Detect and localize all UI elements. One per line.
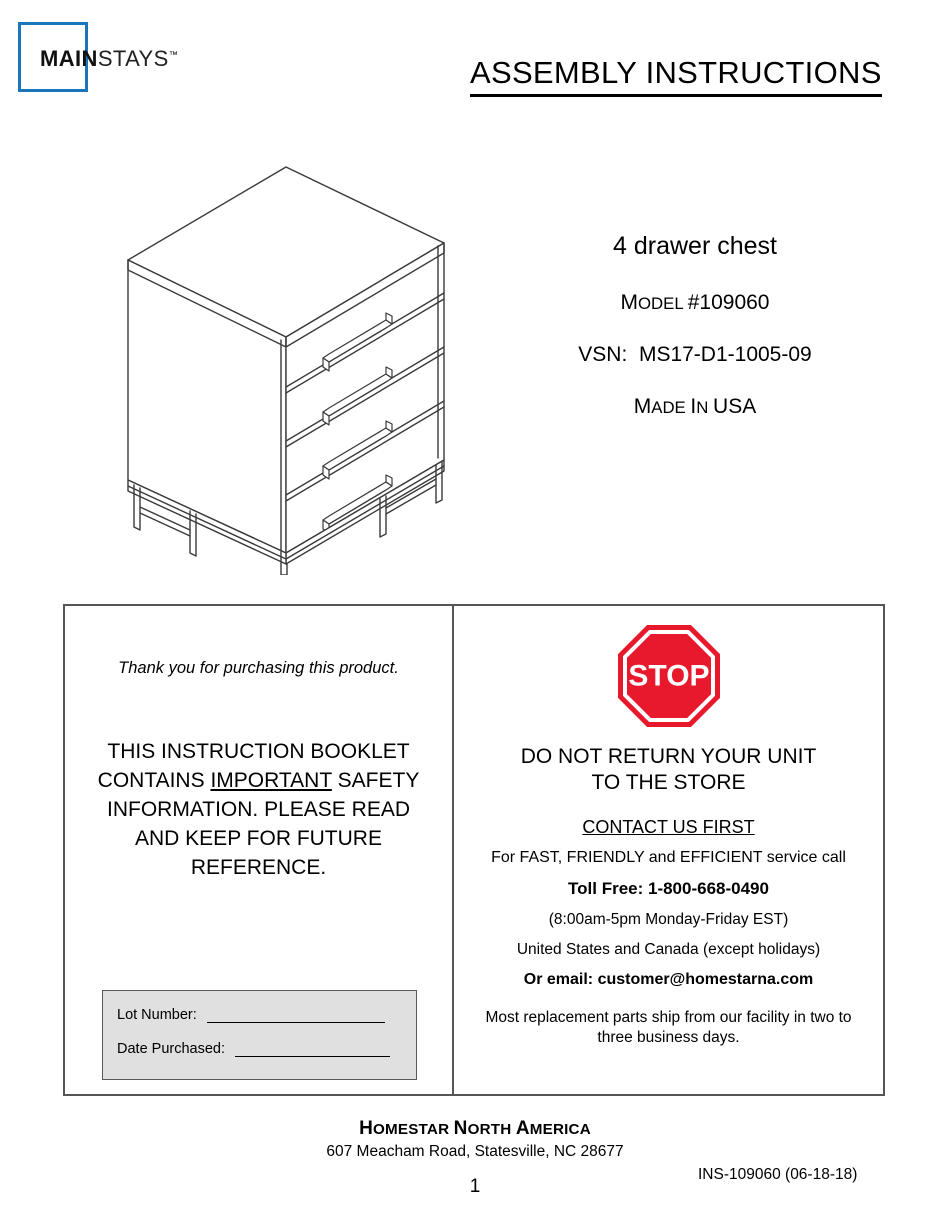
safety-text-part1: THIS INSTRUCTION BOOKLET CONTAINS xyxy=(97,740,410,792)
date-purchased-input[interactable] xyxy=(235,1044,390,1057)
date-purchased-row xyxy=(117,1041,402,1057)
no-return-notice xyxy=(466,744,871,795)
no-return-line-2: TO THE STORE xyxy=(591,770,746,794)
logo-wordmark xyxy=(40,48,178,70)
logo-main-text: MAIN xyxy=(40,46,98,71)
contact-us-first-heading: CONTACT US FIRST xyxy=(582,817,755,838)
page-footer xyxy=(0,1118,950,1161)
support-email[interactable]: Or email: customer@homestarna.com xyxy=(523,971,814,989)
product-name: 4 drawer chest xyxy=(613,232,777,260)
lot-record-box xyxy=(102,990,417,1080)
logo-stays-text: STAYS xyxy=(97,46,169,71)
model-number-line xyxy=(470,291,920,315)
support-hours: (8:00am-5pm Monday-Friday EST) xyxy=(548,911,789,929)
lot-number-row xyxy=(117,1007,402,1023)
company-c6: MERICA xyxy=(529,1121,591,1138)
date-purchased-label: Date Purchased: xyxy=(117,1041,226,1057)
company-c1: H xyxy=(359,1118,374,1139)
lot-number-label: Lot Number: xyxy=(117,1007,197,1023)
svg-text:STOP: STOP xyxy=(627,659,710,693)
model-value: #109060 xyxy=(687,291,770,314)
trademark-icon: ™ xyxy=(168,49,179,60)
stop-sign-icon xyxy=(617,624,721,728)
support-region: United States and Canada (except holidays) xyxy=(516,941,821,959)
made-rest: ADE xyxy=(651,398,691,417)
made-in-line xyxy=(470,395,920,419)
company-c4: ORTH xyxy=(467,1121,516,1138)
safety-important-word: IMPORTANT xyxy=(210,768,332,792)
page-header xyxy=(0,0,950,120)
vsn-label: VSN: xyxy=(578,343,628,366)
toll-free-number[interactable]: Toll Free: 1-800-668-0490 xyxy=(568,879,769,899)
company-c2: OMESTAR xyxy=(373,1121,454,1138)
stop-sign-wrapper xyxy=(466,624,871,728)
contact-panel xyxy=(454,606,883,1094)
made-cap: M xyxy=(633,395,652,418)
no-return-line-1: DO NOT RETURN YOUR UNIT xyxy=(520,745,817,768)
safety-panel xyxy=(65,606,454,1094)
lot-number-input[interactable] xyxy=(207,1010,385,1023)
service-call-text: For FAST, FRIENDLY and EFFICIENT service call xyxy=(491,849,846,867)
model-label-cap: M xyxy=(620,291,638,314)
product-illustration xyxy=(118,155,458,575)
usa-text: USA xyxy=(713,395,757,418)
safety-text-part2: SAFETY INFORMATION. PLEASE READ AND KEEP FOR FUTURE REFERENCE. xyxy=(107,768,420,879)
thank-you-message: Thank you for purchasing this product. xyxy=(118,659,399,677)
company-name xyxy=(0,1118,950,1140)
company-address: 607 Meacham Road, Statesville, NC 28677 xyxy=(326,1143,624,1160)
shipping-note: Most replacement parts ship from our facility in two to three business days. xyxy=(485,1009,852,1046)
page-number: 1 xyxy=(469,1176,481,1197)
mainstays-logo xyxy=(18,22,218,94)
product-info-block xyxy=(470,232,920,419)
in-cap: I xyxy=(690,395,697,418)
in-rest: N xyxy=(696,398,714,417)
company-c3: N xyxy=(453,1118,468,1139)
instruction-code: INS-109060 (06-18-18) xyxy=(698,1166,858,1183)
safety-notice xyxy=(79,738,438,883)
company-c5: A xyxy=(515,1118,530,1139)
page-title: ASSEMBLY INSTRUCTIONS xyxy=(470,55,882,97)
model-label-rest: ODEL xyxy=(637,294,688,313)
vsn-value: MS17-D1-1005-09 xyxy=(638,343,812,366)
vsn-line xyxy=(470,343,920,367)
information-box xyxy=(63,604,885,1096)
